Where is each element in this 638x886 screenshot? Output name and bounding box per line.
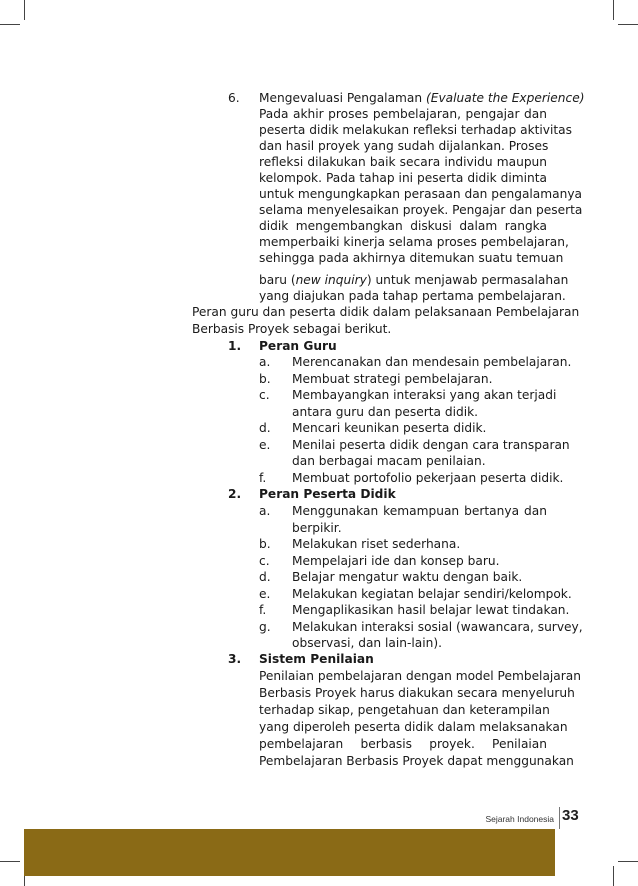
item-6-line: didik mengembangkan diskusi dalam rangka <box>259 219 547 233</box>
section-3-line: yang diperoleh peserta didik dalam melaksanakan <box>259 720 568 734</box>
list-item-letter: e. <box>259 437 271 452</box>
section-3-line: pembelajaran berbasis proyek. Penilaian <box>259 737 547 751</box>
list-item-letter: b. <box>259 537 271 551</box>
list-item-letter: f. <box>259 470 267 485</box>
list-item-letter: c. <box>259 553 270 568</box>
list-item-text: observasi, dan lain-lain). <box>292 636 442 650</box>
item-6-line: sehingga pada akhirnya ditemukan suatu temuan <box>259 251 564 265</box>
section-3-title: Sistem Penilaian <box>259 652 374 666</box>
list-item-letter: a. <box>259 504 271 518</box>
item-6-line: kelompok. Pada tahap ini peserta didik diminta <box>259 171 547 185</box>
list-item-letter: b. <box>259 371 271 386</box>
list-item-text: Belajar mengatur waktu dengan baik. <box>292 570 523 584</box>
section-2-number: 2. <box>228 487 242 501</box>
list-item-text: Mengaplikasikan hasil belajar lewat tindakan. <box>292 603 570 617</box>
list-item-text: Merencanakan dan mendesain pembelajaran. <box>292 355 572 369</box>
list-item-letter: a. <box>259 355 271 369</box>
item-6-line: peserta didik melakukan refleksi terhadap aktivitas <box>259 123 572 137</box>
item-6-baru-pre: baru ( <box>259 273 296 287</box>
item-6-line: untuk mengungkapkan perasaan dan pengalamanya <box>259 187 583 201</box>
section-1-number: 1. <box>228 339 242 353</box>
item-6-heading <box>259 90 585 106</box>
intro-line-1: Peran guru dan peserta didik dalam pelaksanaan Pembelajaran <box>192 305 580 319</box>
item-6-line: refleksi dilakukan baik secara individu maupun <box>259 155 547 169</box>
list-item-text: Membuat strategi pembelajaran. <box>292 371 493 386</box>
list-item-text: Melakukan riset sederhana. <box>292 537 461 551</box>
list-item-letter: e. <box>259 586 271 601</box>
list-item-text: berpikir. <box>292 520 342 535</box>
section-2-title: Peran Peserta Didik <box>259 487 396 501</box>
list-item-letter: g. <box>259 619 271 634</box>
list-item-text: Mencari keunikan peserta didik. <box>292 421 487 435</box>
list-item-text: Melakukan kegiatan belajar sendiri/kelompok. <box>292 586 572 601</box>
list-item-letter: d. <box>259 421 271 435</box>
item-6-line: Pada akhir proses pembelajaran, pengajar dan <box>259 107 547 121</box>
item-6-line-baru <box>259 272 569 288</box>
footer-color-band <box>24 829 555 876</box>
section-1-title: Peran Guru <box>259 339 337 353</box>
page-number: 33 <box>562 807 579 824</box>
section-3-number: 3. <box>228 652 242 666</box>
item-6-last-line: yang diajukan pada tahap pertama pembelajaran. <box>259 289 566 303</box>
list-item-text: Membuat portofolio pekerjaan peserta didik. <box>292 470 564 485</box>
item-6-line: memperbaiki kinerja selama proses pembelajaran, <box>259 235 569 249</box>
list-item-letter: d. <box>259 570 271 584</box>
section-3-line: Pembelajaran Berbasis Proyek dapat menggunakan <box>259 754 574 768</box>
footer-divider <box>559 807 560 829</box>
item-6-number: 6. <box>228 91 240 105</box>
list-item-letter: c. <box>259 388 270 402</box>
list-item-letter: f. <box>259 603 267 617</box>
item-6-title-italic: (Evaluate the Experience) <box>425 91 585 105</box>
item-6-title: Mengevaluasi Pengalaman <box>259 91 423 105</box>
list-item-text: Mempelajari ide dan konsep baru. <box>292 553 500 568</box>
item-6-baru-post: ) untuk menjawab permasalahan <box>366 273 569 287</box>
section-3-line: Berbasis Proyek harus diakukan secara menyeluruh <box>259 686 575 700</box>
list-item-text: Melakukan interaksi sosial (wawancara, survey, <box>292 619 583 634</box>
section-3-line: Penilaian pembelajaran dengan model Pembelajaran <box>259 669 581 683</box>
list-item-text: Menilai peserta didik dengan cara transparan <box>292 437 570 452</box>
list-item-text: Menggunakan kemampuan bertanya dan <box>292 504 547 518</box>
intro-line-2: Berbasis Proyek sebagai berikut. <box>192 322 392 336</box>
item-6-line: selama menyelesaikan proyek. Pengajar dan peserta <box>259 203 583 217</box>
list-item-text: antara guru dan peserta didik. <box>292 404 479 419</box>
list-item-text: Membayangkan interaksi yang akan terjadi <box>292 388 557 402</box>
footer-book-title: Sejarah Indonesia <box>485 814 554 824</box>
item-6-baru-italic: new inquiry <box>295 273 367 287</box>
list-item-text: dan berbagai macam penilaian. <box>292 454 486 468</box>
section-3-line: terhadap sikap, pengetahuan dan keterampilan <box>259 703 550 717</box>
item-6-line: dan hasil proyek yang sudah dijalankan. Proses <box>259 139 549 153</box>
